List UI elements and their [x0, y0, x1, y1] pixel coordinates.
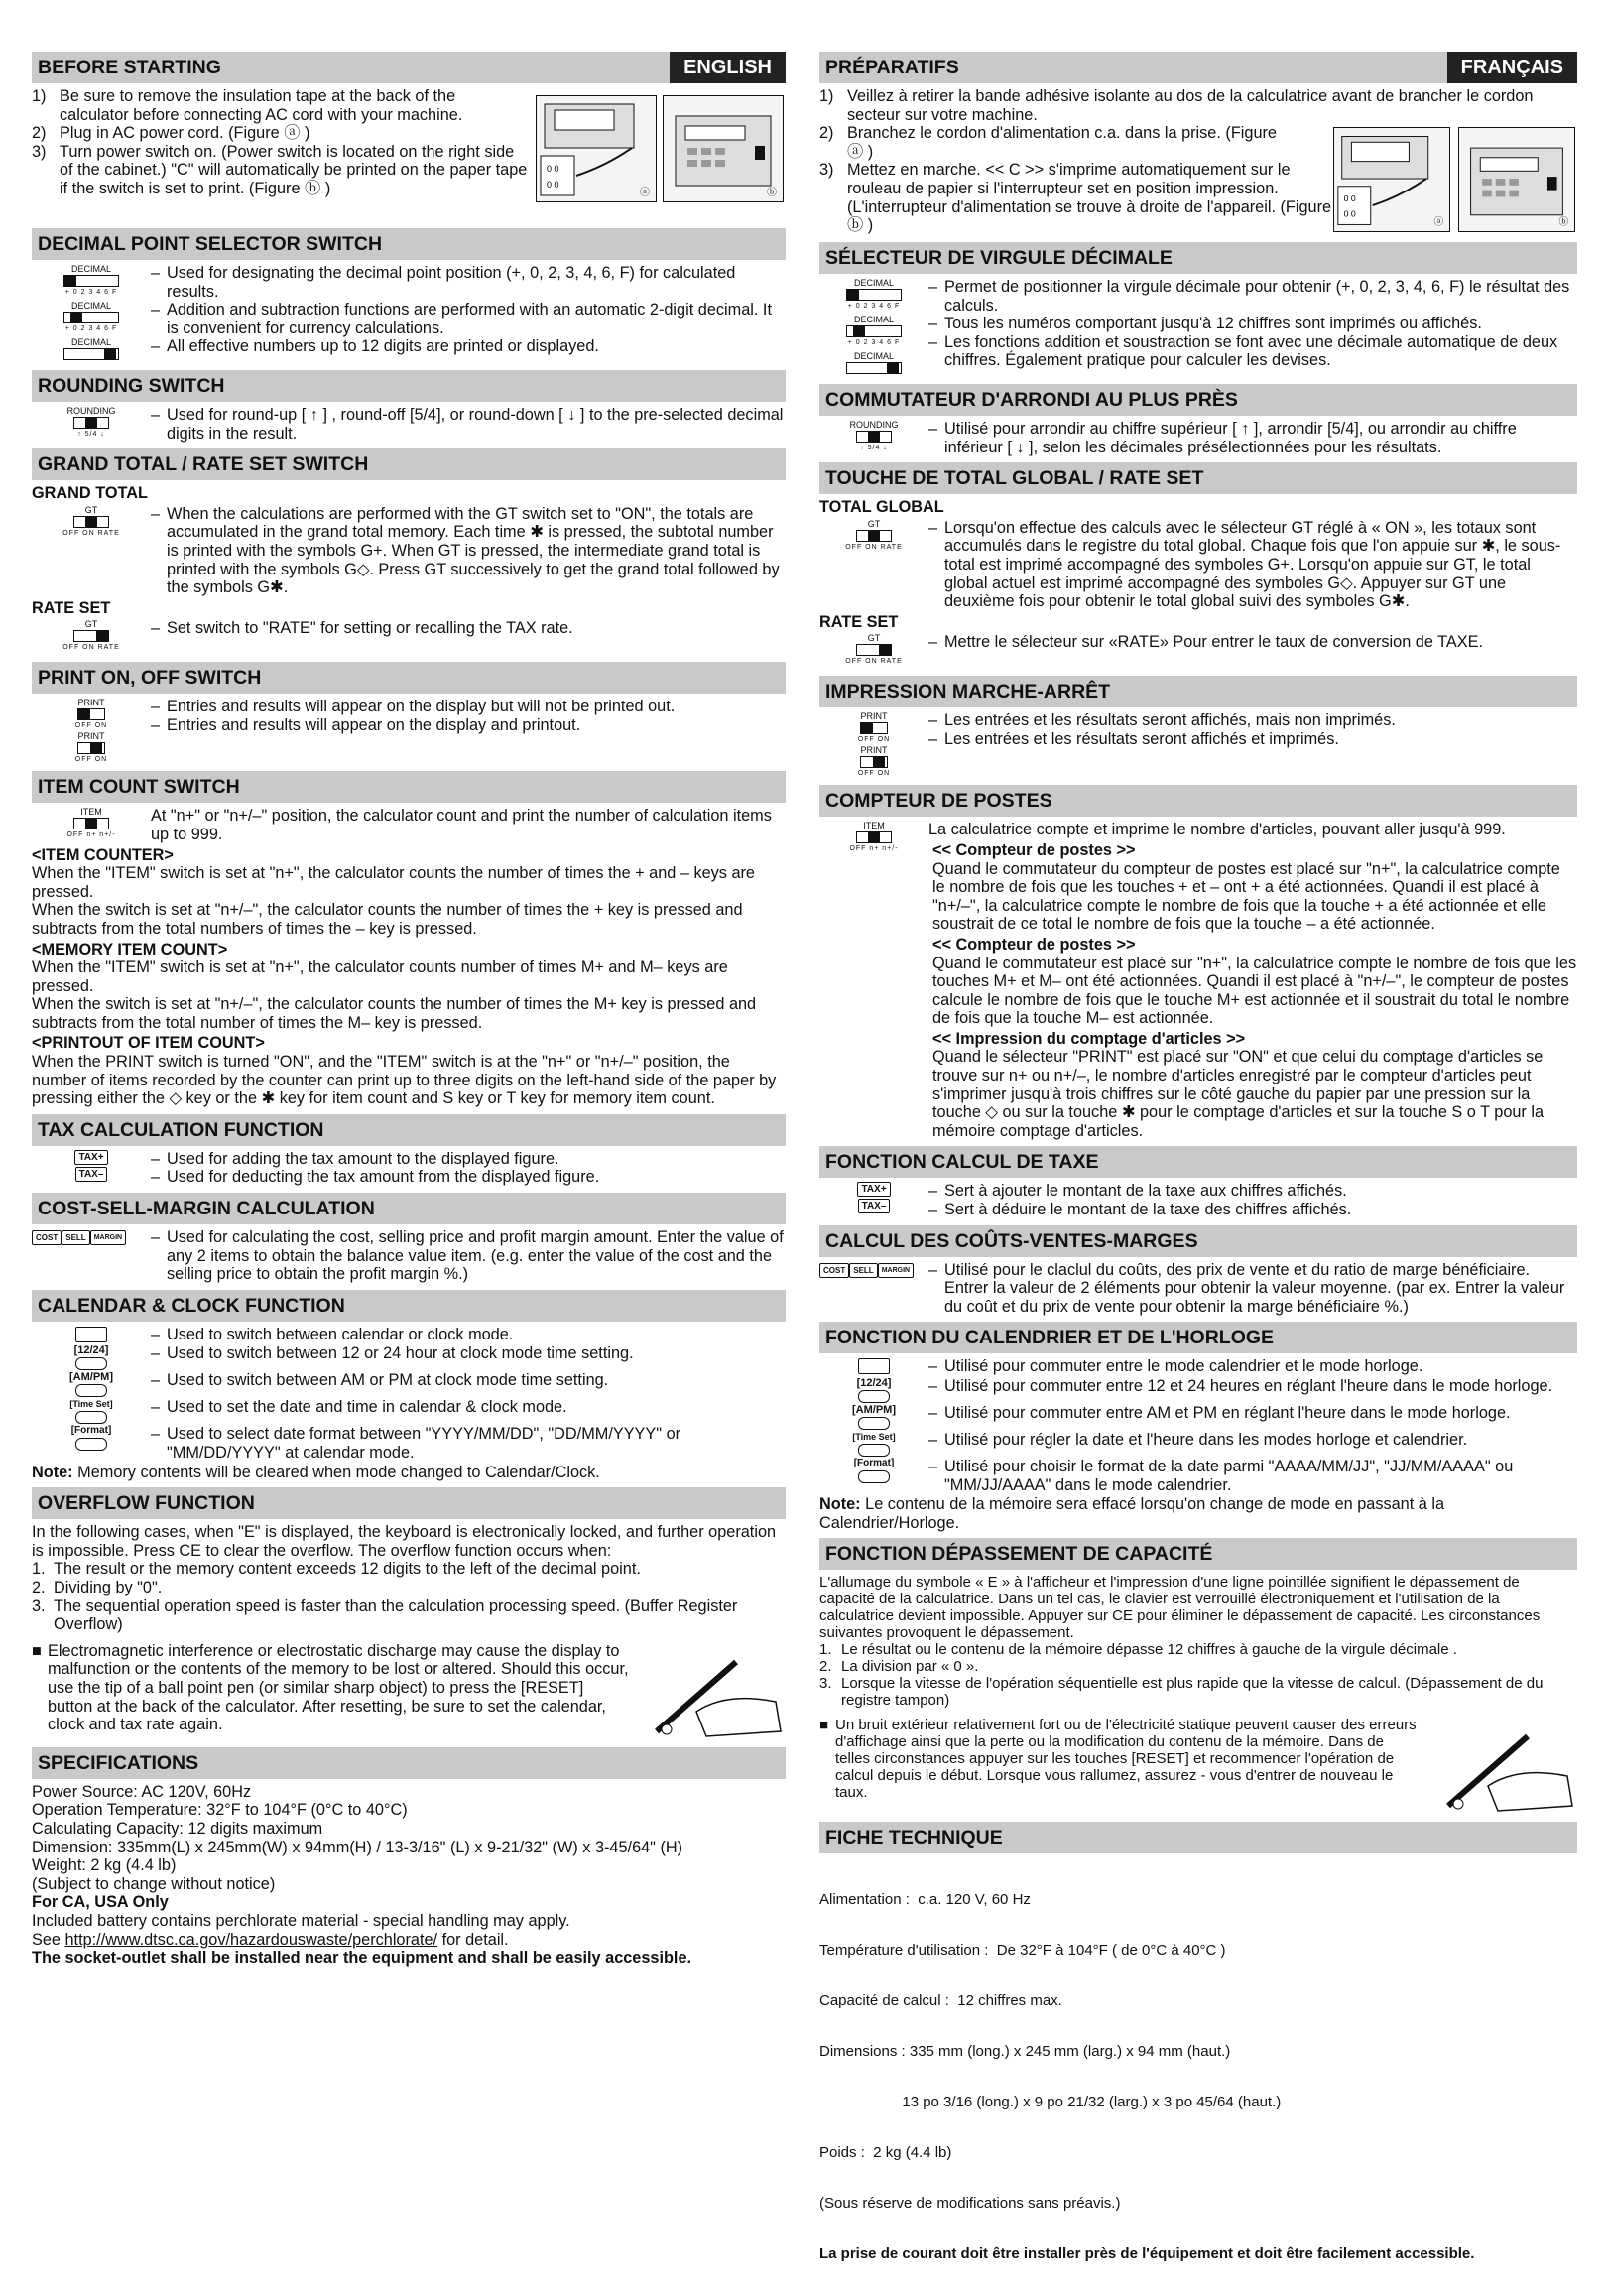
section-header-decimal-fr: SÉLECTEUR DE VIRGULE DÉCIMALE [819, 242, 1577, 274]
overflow-body-fr: L'allumage du symbole « E » à l'afficheur et l'impression d'une ligne pointillée signifient le dépassement de capacité de la calculatrice. Dans un tel cas, le clavier est verrouillé électroniquement et l'utilisation de la calculatrice devient impossible. Appuyer sur CE pour éliminer le dépassement de capacité. Les circonstances suivantes provoquent le dépassement. 1. Le résultat ou le contenu de la mémoire dépasse 12 chiffres à gauche de la virgule décimale . 2. La division par « 0 ». 3. Lorsque la vitesse de l'opération séquentielle est plus rapide que la vitesse de calcul. (Dépassement de du registre tampon) ■ Un bruit extérieur relativement fort ou de l'électricité statique peuvent causer des erreurs d'affichage ainsi que la perte ou la modification du contenu de la mémoire. Dans de telles circonstances appuyer sur les touches [RESET] et recommencer l'opération de calcul depuis le début. Lorsque vous rallumez, assurez - vous d'entrer de nouveau le taux. [819, 1574, 1577, 1816]
tax-body-fr: TAX+ TAX– – Sert à ajouter le montant de la taxe aux chiffres affichés. – Sert à déduire le montant de la taxe des chiffres affichés. [819, 1182, 1577, 1218]
list-item: 1. Le résultat ou le contenu de la mémoire dépasse 12 chiffres à gauche de la virgule décimale . [819, 1641, 1457, 1659]
list-item: 3. The sequential operation speed is faster than the calculation processing speed. (Buffer Register Overflow) [32, 1596, 738, 1634]
list-item: 2. La division par « 0 ». [819, 1658, 979, 1676]
section-header-print-fr: IMPRESSION MARCHE-ARRÊT [819, 676, 1577, 707]
paragraph: When the switch is set at "n+/–", the calculator counts the number of times the + key is pressed and subtracts from the total numbers of times the – key is pressed. [32, 901, 743, 938]
calendar-clock-key-icon [858, 1358, 890, 1374]
print-body-fr: PRINT OFF ON PRINT OFF ON – Les entrées et les résultats seront affichés, mais non imprimés. – Les entrées et les résultats seront affichés et imprimés. [819, 711, 1577, 779]
compteur-subheading: << Compteur de postes >> [932, 840, 1136, 859]
perchlorate-link[interactable]: http://www.dtsc.ca.gov/hazardouswaste/perchlorate/ [64, 1930, 438, 1949]
am-pm-key-icon [858, 1417, 890, 1430]
12-24-key-icon [858, 1390, 890, 1403]
svg-text:ⓑ: ⓑ [1558, 216, 1569, 228]
calendar-note: Note: Memory contents will be cleared when mode changed to Calendar/Clock. [32, 1463, 600, 1481]
svg-text:0 0: 0 0 [1343, 208, 1356, 219]
section-header-item-count-fr: COMPTEUR DE POSTES [819, 785, 1577, 817]
format-key-icon [858, 1470, 890, 1483]
section-header-calendar: CALENDAR & CLOCK FUNCTION [32, 1290, 786, 1322]
paragraph: When the "ITEM" switch is set at "n+", the calculator counts number of times M+ and M– keys are pressed. [32, 958, 728, 995]
before-starting-body [32, 87, 786, 222]
svg-text:0 0: 0 0 [1343, 193, 1356, 204]
section-header-overflow-fr: FONCTION DÉPASSEMENT DE CAPACITÉ [819, 1538, 1577, 1570]
decimal-body-fr: DECIMAL + 0 2 3 4 6 F DECIMAL + 0 2 3 4 6 F DECIMAL – Permet de positionner la virgule décimale pour obtenir (+, 0, 2, 3, 4, 6, F) le résultat des calculs. – Tous les numéros comportant jusqu'à 12 chiffres sont imprimés ou affichés. – Les fonctions addition et soustraction se font avec une décimale automatique de deux chiffres. Également pratique pour calculer les devises. [819, 278, 1577, 378]
figure-b-power-switch-illustration [1458, 127, 1575, 232]
section-header-item-count: ITEM COUNT SWITCH [32, 771, 786, 803]
item-count-body-fr: ITEM OFF n+ n+/- La calculatrice compte et imprime le nombre d'articles, pouvant aller jusqu'à 999. << Compteur de postes >> Quand le commutateur du compteur de postes est placé sur "n+", la calculatrice compte le nombre de fois que les touches + et – ont + a été actionnées. Quandi il est placé à "n+/–", la calculatrice compte le nombre de fois que la touche + a été actionnée et elle soustrait de ce total le nombre de fois que la touche – a été actionnée. << Compteur de postes >> Quand le commutateur est placé sur "n+", la calculatrice compte le nombre de fois que les touches M+ et M– ont été actionnées. Quandi il est placé à "n+/–", le compteur de postes calcule le nombre de fois que le touche M+ est actionnée et il soustrait du total le nombre de fois que la touche M– est actionnée. << Impression du comptage d'articles >> Quand le sélecteur "PRINT" est placé sur "ON" et que celui du comptage d'articles se trouve sur n+ ou n+/–, le nombre d'articles enregistré par le compteur d'articles peut s'imprimer jusqu'à trois chiffres sur le côté gauche du papier par une pression sur la touche ◇ ou sur la touche ✱ pour le comptage d'articles et sur la touche S o T pour la mémoire comptage d'articles. [819, 821, 1577, 1140]
rounding-switch-icon: ROUNDING ↑ 5/4 ↓ [66, 406, 116, 438]
svg-text:ⓑ: ⓑ [767, 188, 777, 198]
total-global-subheading: TOTAL GLOBAL [819, 498, 944, 517]
rate-switch-icon: GT OFF ON RATE [845, 633, 903, 666]
tax-minus-key-icon: TAX– [75, 1167, 108, 1182]
rate-switch-icon: GT OFF ON RATE [62, 619, 120, 652]
section-header-print: PRINT ON, OFF SWITCH [32, 662, 786, 694]
rate-set-body: GT OFF ON RATE – Set switch to "RATE" for setting or recalling the TAX rate. [32, 619, 786, 656]
item-switch-icon: ITEM OFF n+ n+/- [849, 821, 899, 853]
reset-pen-hand-illustration [637, 1642, 786, 1741]
item-count-intro: ITEM OFF n+ n+/- At "n+" or "n+/–" position, the calculator count and print the number of calculation items up to 999. [32, 807, 786, 843]
list-item: 2) Branchez le cordon d'alimentation c.a. dans la prise. (Figure ⓐ ) [819, 124, 1277, 161]
grand-total-body: GT OFF ON RATE – When the calculations are performed with the GT switch set to "ON", the totals are accumulated in the grand total memory. Each time ✱ is pressed, the subtotal number is printed with the symbols G+. When GT is pressed, the intermediate grand total is printed with the symbols G◇. Press GT successively to get the grand total followed by the symbols G✱. [32, 505, 786, 597]
overflow-body: In the following cases, when "E" is displayed, the keyboard is electronically locked, and further operation is impossible. Press CE to clear the overflow. The overflow function occurs when: 1. The result or the memory content exceeds 12 digits to the left of the decimal point. 2. Dividing by "0". 3. The sequential operation speed is faster than the calculation processing speed. (Buffer Register Overflow) ■ Electromagnetic interference or electrostatic discharge may cause the display to malfunction or the contents of the memory to be lost or altered. Should this occur, use the tip of a ball point pen (or similar sharp object) to press the [RESET] button at the back of the calculator. After resetting, be sure to set the calendar, clock and tax rate again. [32, 1523, 786, 1741]
time-set-key-icon [75, 1411, 107, 1424]
rate-set-body-fr: GT OFF ON RATE – Mettre le sélecteur sur «RATE» Pour entrer le taux de conversion de TAXE. [819, 633, 1577, 670]
tax-keys-icon [819, 1182, 928, 1213]
svg-text:0 0: 0 0 [547, 164, 559, 174]
paragraph: When the switch is set at "n+/–", the calculator counts the number of times the M+ key is pressed and subtracts from the total number of times the M– key is pressed. [32, 995, 757, 1032]
section-header-cost-sell-margin: COST-SELL-MARGIN CALCULATION [32, 1193, 786, 1224]
list-item: 1) Veillez à retirer la bande adhésive isolante au dos de la calculatrice avant de brancher le cordon secteur sur votre machine. [819, 87, 1534, 124]
print-body: PRINT OFF ON PRINT OFF ON – Entries and results will appear on the display but will not be printed out. – Entries and results will appear on the display and printout. [32, 698, 786, 765]
section-header-tax: TAX CALCULATION FUNCTION [32, 1114, 786, 1146]
section-header-calendar-fr: FONCTION DU CALENDRIER ET DE L'HORLOGE [819, 1322, 1577, 1353]
tax-body: TAX+ TAX– – Used for adding the tax amount to the displayed figure. – Used for deducting the tax amount from the displayed figure. [32, 1150, 786, 1187]
list-item: 3) Turn power switch on. (Power switch is located on the right side of the cabinet.) "C" will automatically be printed on the paper tape if the switch is set to print. (Figure ⓑ ) [32, 142, 528, 197]
rate-set-subheading: RATE SET [32, 598, 111, 617]
section-header-before-starting: BEFORE STARTING ENGLISH [32, 52, 786, 83]
print-switch-icon: PRINT OFF ON PRINT OFF ON [74, 698, 108, 764]
tax-plus-key-icon: TAX+ [857, 1182, 890, 1197]
svg-text:0 0: 0 0 [547, 180, 559, 190]
memory-item-count-subheading: <MEMORY ITEM COUNT> [32, 940, 228, 958]
specifications-body: Power Source: AC 120V, 60Hz Operation Temperature: 32°F to 104°F (0°C to 40°C) Calculating Capacity: 12 digits maximum Dimension: 335mm(L) x 245mm(W) x 94mm(H) / 13-3/16" (L) x 9-21/32" (W) x 3-45/64" (H) Weight: 2 kg (4.4 lb) (Subject to change without notice) For CA, USA Only Included battery contains perchlorate material - special handling may apply. See http://www.dtsc.ca.gov/hazardouswaste/perchlorate/ for detail. The socket-outlet shall be installed near the equipment and shall be easily accessible. [32, 1782, 692, 1968]
figure-a-plug-illustration [536, 95, 657, 202]
csm-keys-icon: COST SELL MARGIN [32, 1228, 151, 1247]
print-switch-icon: PRINT OFF ON PRINT OFF ON [857, 711, 891, 778]
list-item: 3. Lorsque la vitesse de l'opération séquentielle est plus rapide que la vitesse de calcul. (Dépassement de du registre tampon) [819, 1675, 1544, 1710]
reset-pen-hand-illustration [1428, 1717, 1577, 1816]
section-header-tax-fr: FONCTION CALCUL DE TAXE [819, 1146, 1577, 1178]
decimal-body: DECIMAL + 0 2 3 4 6 F DECIMAL + 0 2 3 4 6 F DECIMAL – Used for designating the decimal point position (+, 0, 2, 3, 4, 6, F) for calculated results. – Addition and subtraction functions are performed with an automatic 2-digit decimal. It is convenient for currency calculations. – All effective numbers up to 12 digits are printed or displayed. [32, 264, 786, 364]
decimal-switch-icon: DECIMAL + 0 2 3 4 6 F DECIMAL + 0 2 3 4 6 F DECIMAL [819, 278, 928, 378]
cost-sell-margin-body: COST SELL MARGIN – Used for calculating the cost, selling price and profit margin amount. Enter the value of any 2 items to obtain the balance value item. (e.g. enter the value of the cost and the selling price to obtain the profit margin %.) [32, 1228, 786, 1284]
csm-keys-icon: COST SELL MARGIN [819, 1261, 928, 1280]
total-global-body: GT OFF ON RATE – Lorsqu'on effectue des calculs avec le sélecteur GT réglé à « ON », les totaux sont accumulés dans le registre du total global. Chaque fois que l'on appuie sur ✱, le sous-total est imprimé accompagné des symboles G+. Lorsqu'on appuie sur GT, le total global actuel est imprimé accompagné des symboles G◇. Appuyer sur GT une deuxième fois pour obtenir le total global suivi des symboles G✱. [819, 519, 1577, 611]
tax-plus-key-icon: TAX+ [74, 1150, 107, 1165]
rounding-body-fr: ROUNDING ↑ 5/4 ↓ – Utilisé pour arrondir au chiffre supérieur [ ↑ ], arrondir [5/4], ou arrondir au chiffre inférieur [ ↓ ], selon les décimales présélectionnées pour les résultats. [819, 420, 1577, 456]
tax-keys-icon [32, 1150, 151, 1182]
svg-text:ⓐ: ⓐ [640, 188, 650, 198]
paragraph: When the "ITEM" switch is set at "n+", the calculator counts the number of times the + and – keys are pressed. [32, 864, 755, 901]
rounding-body: ROUNDING ↑ 5/4 ↓ – Used for round-up [ ↑ ] , round-off [5/4], or round-down [ ↓ ] to the pre-selected decimal digits in the result. [32, 406, 786, 443]
paragraph: When the PRINT switch is turned "ON", and the "ITEM" switch is at the "n+" or "n+/–" position, the number of items recorded by the counter can print up to three digits on the left-hand side of the paper by pressing either the ◇ key or the ✱ key for item count and S key or T key for memory item count. [32, 1053, 777, 1108]
svg-text:ⓐ: ⓐ [1433, 216, 1444, 228]
section-header-cost-sell-margin-fr: CALCUL DES COÛTS-VENTES-MARGES [819, 1225, 1577, 1257]
fiche-technique-body: Alimentation : c.a. 120 V, 60 Hz Température d'utilisation : De 32°F à 104°F ( de 0°C à 40°C ) Capacité de calcul : 12 chiffres max. Dimensions : 335 mm (long.) x 245 mm (larg.) x 94 mm (haut.) 13 po 3/16 (long.) x 9 po 21/32 (larg.) x 3 po 45/64 (haut.) Poids : 2 kg (4.4 lb) (Sous réserve de modifications sans préavis.) La prise de courant doit être installer près de l'équipement et doit être facilement accessible. [819, 1891, 1475, 2263]
calendar-body: – Used to switch between calendar or clock mode. [12/24] – Used to switch between 12 or 24 hour at clock mode time setting. [AM/PM] – Used to switch between AM or PM at clock mode time setting. [Time Set] – Used to set the date and time in calendar & clock mode. [Format] – Used to select date format between "YYYY/MM/DD", "DD/MM/YYYY" or "MM/DD/YYYY" at calendar mode. Note: Memory contents will be cleared when mode changed to Calendar/Clock. [32, 1326, 786, 1481]
section-header-grand-total-fr: TOUCHE DE TOTAL GLOBAL / RATE SET [819, 462, 1577, 494]
list-item: 2. Dividing by "0". [32, 1578, 163, 1596]
language-badge-english: ENGLISH [670, 52, 786, 83]
section-header-overflow: OVERFLOW FUNCTION [32, 1487, 786, 1519]
decimal-switch-icon: DECIMAL + 0 2 3 4 6 F DECIMAL + 0 2 3 4 6 F DECIMAL [32, 264, 151, 364]
section-header-grand-total: GRAND TOTAL / RATE SET SWITCH [32, 448, 786, 480]
am-pm-key-icon [75, 1384, 107, 1397]
section-header-specifications: SPECIFICATIONS [32, 1747, 786, 1779]
time-set-key-icon [858, 1444, 890, 1457]
rounding-switch-icon: ROUNDING ↑ 5/4 ↓ [849, 420, 899, 451]
gt-switch-icon: GT OFF ON RATE [62, 504, 120, 537]
item-counter-subheading: <ITEM COUNTER> [32, 845, 174, 864]
impression-comptage-subheading: << Impression du comptage d'articles >> [932, 1029, 1246, 1048]
preparatifs-body [819, 87, 1577, 236]
cost-sell-margin-body-fr: COST SELL MARGIN – Utilisé pour le claclul du coûts, des prix de vente et du ratio de marge bénéficiaire. Entrer la valeur de 2 éléments pour obtenir la valeur moyenne. (par ex. Entrer la valeur du coût et du prix de vente pour obtenir la marge bénéficiaire %.) [819, 1261, 1577, 1317]
french-column [819, 46, 1577, 2296]
list-item: 3) Mettez en marche. << C >> s'imprime automatiquement sur le rouleau de papier si l'interrupteur set en position impression. (L'interrupteur d'alimentation se trouve à droite de l'appareil. (Figure ⓑ ) [819, 161, 1332, 235]
section-header-rounding-fr: COMMUTATEUR D'ARRONDI AU PLUS PRÈS [819, 384, 1577, 416]
tax-minus-key-icon: TAX– [858, 1199, 891, 1213]
section-header-decimal: DECIMAL POINT SELECTOR SWITCH [32, 228, 786, 260]
compteur-subheading: << Compteur de postes >> [932, 935, 1136, 954]
format-key-icon [75, 1438, 107, 1451]
language-badge-french: FRANÇAIS [1447, 52, 1577, 83]
section-header-rounding: ROUNDING SWITCH [32, 370, 786, 402]
list-item: 2) Plug in AC power cord. (Figure ⓐ ) [32, 124, 310, 143]
section-header-preparatifs: PRÉPARATIFS FRANÇAIS [819, 52, 1577, 83]
calendar-clock-key-icon [75, 1327, 107, 1342]
gt-switch-icon: GT OFF ON RATE [845, 518, 903, 551]
list-item: 1) Be sure to remove the insulation tape at the back of the calculator before connecting AC cord with your machine. [32, 87, 463, 124]
calendar-body-fr: – Utilisé pour commuter entre le mode calendrier et le mode horloge. [12/24] – Utilisé pour commuter entre 12 et 24 heures en réglant l'heure dans le mode horloge. [AM/PM] – Utilisé pour commuter entre AM et PM en réglant l'heure dans le mode horloge. [Time Set] – Utilisé pour régler la date et l'heure dans les modes horloge et calendrier. [Format] – Utilisé pour choisir le format de la date parmi "AAAA/MM/JJ", "JJ/MM/AAAA" ou "MM/JJ/AAAA" dans le mode calendrier. Note: Le contenu de la mémoire sera effacé lorsqu'on change de mode en passant à la Calendrier/Horloge. [819, 1357, 1577, 1532]
english-column [32, 46, 786, 1968]
12-24-key-icon [75, 1357, 107, 1370]
rate-set-subheading: RATE SET [819, 612, 899, 631]
printout-item-count-subheading: <PRINTOUT OF ITEM COUNT> [32, 1034, 265, 1053]
item-switch-icon: ITEM OFF n+ n+/- [66, 807, 116, 839]
grand-total-subheading: GRAND TOTAL [32, 484, 148, 503]
figure-b-power-switch-illustration [663, 95, 784, 202]
figure-a-plug-illustration [1333, 127, 1450, 232]
calendar-note-fr: Note: Le contenu de la mémoire sera effacé lorsqu'on change de mode en passant à la Calendrier/Horloge. [819, 1495, 1445, 1532]
list-item: 1. The result or the memory content exceeds 12 digits to the left of the decimal point. [32, 1560, 641, 1579]
section-header-fiche-technique: FICHE TECHNIQUE [819, 1822, 1577, 1853]
